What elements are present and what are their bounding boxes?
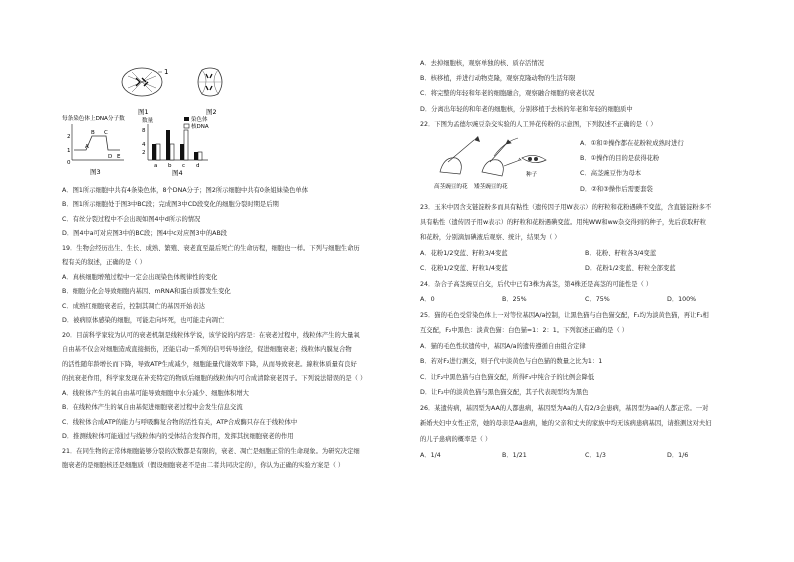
- fig4-bar-chart: [142, 115, 209, 177]
- q25-stem-1: 25．猫的毛色受常染色体上一对等位基因A/a控制，让黑色猫与白色猫交配，F₁均为淡黄色猫，再让F₁相: [420, 312, 709, 319]
- q22-option-d: D．②和③操作后需要套袋: [580, 186, 653, 193]
- fig3-caption: 图3: [90, 168, 101, 176]
- q24-option-a: A．0: [420, 296, 435, 303]
- label-seed: 种子: [526, 172, 538, 178]
- q23-option-d: D．花粉1/2变蓝、籽粒全部变蓝: [585, 265, 676, 272]
- fig4-bar-c-chromosome: [180, 144, 184, 160]
- fig4-cat-a: a: [154, 163, 158, 169]
- q25-option-b: B．若对F₂进行测交，则子代中淡黄色与白色猫的数量之比为1：1: [420, 358, 603, 365]
- q26-stem-2: 新婚夫妇中女性正常，她的母亲是Aa患病，她的父亲和丈夫的家族中均无该病患病基因，请推测这对夫妇: [420, 420, 712, 427]
- q20-stem-3: 的活性随年龄增长而下降，导致ATP生成减少，细胞能量代谢效率下降，从而导致衰老。線粒体质量有良好: [62, 361, 357, 368]
- q18-option-d: D．图4中a可对应图3中的BC段；图4中c对应图3中的AB段: [62, 230, 228, 237]
- q23-stem-3: 和花粉，分别滴加碘液后观察、统计，结果为（ ）: [420, 234, 561, 241]
- cell-figure-2: [198, 68, 222, 96]
- fig3-line-graph: [67, 124, 124, 176]
- q24-option-b: B．25%: [502, 296, 527, 303]
- graph-figures: [62, 112, 242, 178]
- fig3-point-d: D: [108, 154, 113, 160]
- q23-option-b: B．花粉、籽粒各3/4变蓝: [585, 250, 657, 257]
- q21-option-a: A．去掉细胞核，观察单独的核、质存活情况: [420, 60, 544, 67]
- q19-option-c: C．成熟红细胞衰老后，控制其凋亡的基因开始表达: [62, 303, 205, 310]
- q23-option-a: A．花粉1/2变蓝、籽粒3/4变蓝: [420, 250, 508, 257]
- fig4-y-tick-8: 8: [142, 128, 146, 134]
- q18-option-a: A．图1所示细胞中共有4条染色体，8个DNA分子；图2所示细胞中共有0条姐妹染色单体: [62, 187, 309, 194]
- q20-stem-4: 的抗衰老作用，科学家发现在补充特定的物质后细胞的线粒体内可合成清除衰老因子。下列说法错误的是（ ）: [62, 375, 367, 382]
- fig3-point-c: C: [104, 130, 108, 136]
- fig4-legend-dna-swatch: [184, 124, 189, 128]
- q25-option-d: D．让F₂中的淡黄色猫与黑色猫交配，其子代表现型均为黑色: [420, 389, 589, 396]
- q24-option-d: D．100%: [667, 296, 697, 303]
- q22-option-b: B．①操作的目的是获得花粉: [580, 155, 660, 162]
- q21-option-c: C．将完整的年轻和年老的细胞融合，观察融合细胞的衰老状况: [420, 90, 595, 97]
- q24-stem: 24．杂合子高茎豌豆自交，后代中已有3株为高茎，第4株还是高茎的可能性是（ ）: [420, 281, 653, 288]
- fig4-cat-b: b: [168, 163, 172, 169]
- fig1-caption: 图1: [138, 108, 149, 116]
- q20-stem-1: 20．目前科学家较为认可的衰老机制是线粒体学说，该学说的内容是：在衰老过程中，线粒体产生的大量氧: [62, 332, 360, 339]
- fig4-bar-b-chromosome: [166, 130, 170, 160]
- fig3-y-tick-2: 2: [67, 134, 71, 140]
- q19-option-a: A．真核细胞增殖过程中一定会出现染色体规律性的变化: [62, 274, 218, 281]
- q25-option-a: A．猫的毛色性状遗传中，基因A/a的遗传遵循自由组合定律: [420, 343, 586, 350]
- q22-option-a: A．①和②操作都在花粉粒成熟时进行: [580, 140, 684, 147]
- q26-stem-3: 的儿子患病的概率是（ ）: [420, 436, 492, 443]
- fig4-bar-a-chromosome: [152, 144, 156, 160]
- fig4-legend-chromosome: 染色体: [191, 117, 208, 123]
- fig3-title: 每条染色体上DNA分子数: [62, 116, 125, 122]
- fig4-legend-chromosome-swatch: [184, 117, 189, 121]
- q23-option-c: C．花粉1/2变蓝、籽粒1/4变蓝: [420, 265, 508, 272]
- q20-option-b: B．在线粒体产生的氧自由基促进细胞衰老过程中会发生信息交流: [62, 404, 243, 411]
- fig3-point-a: A: [85, 144, 89, 150]
- fig4-bar-c-dna: [184, 130, 188, 160]
- fig3-y-tick-1: 1: [67, 148, 71, 154]
- q26-option-a: A．1/4: [420, 452, 441, 459]
- label-short-flower: 矮茎豌豆的花: [474, 184, 508, 190]
- q18-option-b: B．图1所示细胞处于图3中BC段；完成图3中CD段变化的细胞分裂时期是后期: [62, 201, 279, 208]
- fig4-cat-d: d: [196, 163, 200, 169]
- q21-stem-1: 21．在同生物的正常体细胞能够分裂的次数都是有限的，衰老、凋亡是细胞正常的生命现象。为研究决定细: [62, 448, 360, 455]
- q25-stem-2: 互交配，F₂中黑色：淡黄色猫：白色猫=1：2：1。下列叙述正确的是（ ）: [420, 327, 629, 334]
- q18-option-c: C．有丝分裂过程中不会出现如图4中d所示的情况: [62, 216, 201, 223]
- fig3-origin: 0: [67, 160, 71, 166]
- fig4-bar-d-chromosome: [194, 152, 198, 160]
- q20-option-d: D．推测线粒体可能通过与线粒体内的受体结合发挥作用，发挥其抗细胞衰老的作用: [62, 433, 294, 440]
- q20-stem-2: 自由基不仅会对细胞造成直接损伤，还能启动一系列的信号转导途径，促进细胞衰老；线粒体内膜复合物: [62, 346, 352, 353]
- fig3-point-e: E: [117, 154, 121, 160]
- fig2-caption: 图2: [206, 108, 217, 116]
- fig4-y-tick-4: 4: [142, 142, 146, 148]
- q19-stem-2: 程有关的叙述，正确的是（ ）: [62, 259, 146, 266]
- q20-option-c: C．线粒体合成ATP的能力与呼吸酶复合物的活性有关，ATP合成酶只存在于线粒体中: [62, 419, 298, 426]
- pollination-figure: [434, 132, 564, 192]
- fig4-bar-a-dna: [156, 144, 160, 160]
- q19-option-b: B．细胞分化会导致细胞内基因、mRNA和蛋白质都发生变化: [62, 288, 231, 295]
- q19-stem-1: 19．生物会经历出生、生长、成熟、繁殖、衰老直至最后死亡的生命历程，细胞也一样。下列与细胞生命历: [62, 245, 360, 252]
- fig4-bar-b-dna: [170, 144, 174, 160]
- fig1-marker: 1: [164, 68, 169, 76]
- fig4-bar-d-dna: [198, 152, 202, 160]
- fig4-cat-c: c: [182, 163, 186, 169]
- fig4-legend-dna: 核DNA: [191, 124, 209, 130]
- q19-option-d: D．被病原体感染的细胞，可能走向坏死，也可能走向凋亡: [62, 317, 225, 324]
- q26-option-d: D．1/6: [667, 452, 689, 459]
- cell-figure-1: [122, 68, 168, 96]
- q23-stem-1: 23．玉米中因含支链淀粉多而具有粘性（遗传因子用W表示）的籽粒和花粉遇碘不变蓝，含直链淀粉多不: [420, 204, 712, 211]
- fig4-ylabel: 数量: [142, 118, 154, 124]
- q21-option-d: D．分离出年轻的和年老的细胞核，分别移植于去核的年老和年轻的细胞质中: [420, 106, 633, 113]
- q24-option-c: C．75%: [585, 296, 610, 303]
- q26-option-b: B．1/21: [502, 452, 527, 459]
- fig4-caption: 图4: [172, 169, 183, 177]
- fig4-y-tick-2: 2: [142, 150, 146, 156]
- q22-option-c: C．高茎豌豆作为母本: [580, 170, 642, 177]
- q26-stem-1: 26．某遗传病，基因型为AA的人都患病，基因型为Aa的人有2/3会患病，基因型为aa的人都正常。一对: [420, 405, 709, 412]
- q23-stem-2: 具有粘性（遗传因子用w表示）的籽粒和花粉遇碘变蓝。用纯WW和ww杂交得到的种子，先后获取籽粒: [420, 219, 707, 226]
- q26-option-c: C．1/3: [585, 452, 606, 459]
- fig3-point-b: B: [91, 130, 95, 136]
- q20-option-a: A．线粒体产生的氧自由基可能导致细胞中水分减少、细胞体积增大: [62, 390, 249, 397]
- label-tall-flower: 高茎豌豆的花: [434, 184, 468, 190]
- q25-option-c: C．让F₂中黑色猫与白色猫交配，所得F₃中纯合子的比例会降低: [420, 374, 595, 381]
- q21-option-b: B．核移植，并进行动物克隆，观察克隆动物的生活年限: [420, 75, 576, 82]
- q22-stem: 22．下图为孟德尔豌豆杂交实验的人工异花传粉的示意图，下列叙述不正确的是（ ）: [420, 121, 657, 128]
- q21-stem-2: 胞衰老的是细胞核还是细胞质（假设细胞衰老不是由二者共同决定的），你认为正确的实验方案是（ ）: [62, 462, 345, 469]
